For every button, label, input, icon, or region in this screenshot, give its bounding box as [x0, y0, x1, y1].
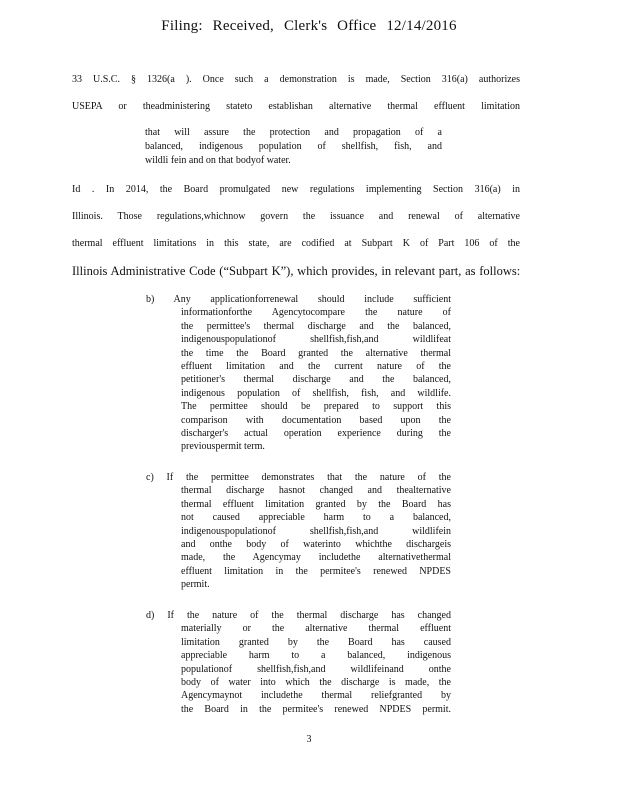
- statute-line: made, the Agencymay includethe alternativethermal: [181, 552, 451, 564]
- statute-line: previouspermit term.: [181, 441, 265, 453]
- statute-item-b: [146, 293, 451, 454]
- quote-line: wildli fein and on that bodyof water.: [145, 155, 291, 166]
- statute-line: permit.: [181, 579, 210, 591]
- statute-line: The permittee should be prepared to support this: [181, 401, 451, 413]
- statute-intro: Illinois Administrative Code (“Subpart K”), which provides, in relevant part, as follows:: [72, 264, 521, 278]
- statute-line: informationforthe Agencytocompare the nature of: [181, 307, 451, 319]
- statute-item-c: [146, 471, 451, 592]
- statute-line: Agencymaynot includethe thermal reliefgranted by: [181, 690, 451, 702]
- statute-line: c) If the permittee demonstrates that the nature of the: [146, 472, 451, 483]
- statute-line: indigenouspopulationof shellfish,fish,and wildlifein: [181, 525, 451, 537]
- statute-line: thermal effluent limitation granted by the Board has: [181, 498, 451, 510]
- statute-line: comparison with documentation based upon the: [181, 414, 451, 426]
- page-number: 3: [306, 734, 312, 745]
- statute-line: d) If the nature of the thermal discharge has changed: [146, 610, 451, 621]
- statute-item-d: [146, 609, 451, 716]
- statute-line: effluent limitation and the current nature of the: [181, 361, 451, 373]
- statute-line: appreciable harm to a balanced, indigenous: [181, 650, 451, 662]
- statute-line: body of water into which the discharge is made, the: [181, 677, 451, 689]
- body-text-line: Id . In 2014, the Board promulgated new regulations implementing Section 316(a) in: [72, 184, 520, 195]
- statute-line: and onthe body of waterinto whichthe dischargeis: [181, 539, 451, 551]
- statute-line: limitation granted by the Board has caused: [181, 636, 451, 648]
- quote-line: that will assure the protection and propagation of a: [145, 127, 442, 138]
- body-text-line: USEPA or theadministering stateto establishan alternative thermal effluent limitation: [72, 101, 520, 112]
- body-text-line: thermal effluent limitations in this state, are codified at Subpart K of Part 106 of the: [72, 238, 520, 249]
- statute-line: effluent limitation in the permitee's renewed NPDES: [181, 565, 451, 577]
- statute-line: indigenous population of shellfish, fish, and wildlife.: [181, 387, 451, 399]
- body-text-line: 33 U.S.C. § 1326(a ). Once such a demonstration is made, Section 316(a) authorizes: [72, 74, 520, 85]
- statute-line: not caused appreciable harm to a balanced,: [181, 512, 451, 524]
- statute-line: indigenouspopulationof shellfish,fish,and wildlifeat: [181, 334, 451, 346]
- statute-line: materially or the alternative thermal effluent: [181, 623, 451, 635]
- statute-line: the Board in the permitee's renewed NPDES permit.: [181, 703, 451, 715]
- block-quote: [145, 126, 442, 168]
- body-text-line: Illinois. Those regulations,whichnow govern the issuance and renewal of alternative: [72, 211, 520, 222]
- statute-line: petitioner's thermal discharge and the balanced,: [181, 374, 451, 386]
- filing-header: Filing: Received, Clerk's Office 12/14/2016: [161, 18, 457, 34]
- statute-line: thermal discharge hasnot changed and thealternative: [181, 485, 451, 497]
- statute-line: discharger's actual operation experience during the: [181, 428, 451, 440]
- statute-line: the time the Board granted the alternative thermal: [181, 347, 451, 359]
- statute-line: b) Any applicationforrenewal should include sufficient: [146, 294, 451, 305]
- quote-line: balanced, indigenous population of shellfish, fish, and: [145, 141, 442, 152]
- statute-line: populationof shellfish,fish,and wildlifeinand onthe: [181, 663, 451, 675]
- statute-line: the permittee's thermal discharge and the balanced,: [181, 320, 451, 332]
